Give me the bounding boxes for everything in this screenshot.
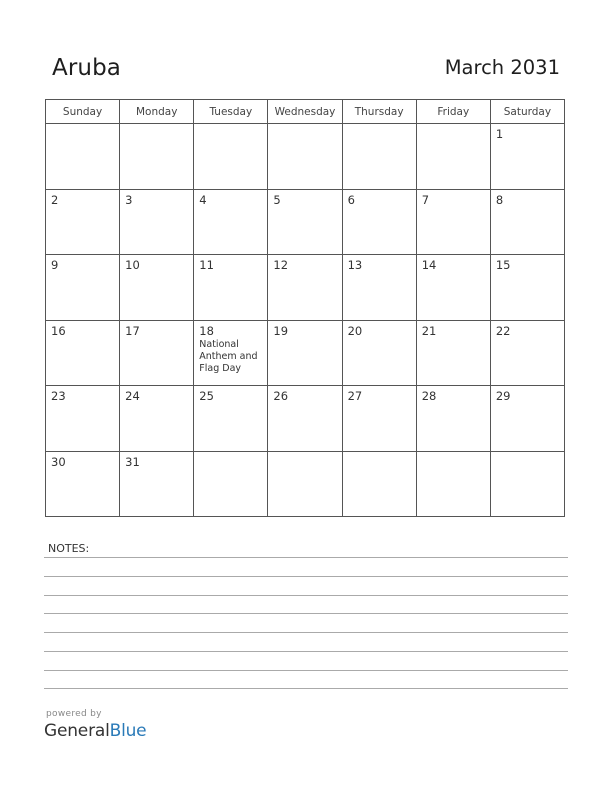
day-number <box>194 452 267 456</box>
day-number: 2 <box>51 192 59 207</box>
day-number: 26 <box>273 389 289 403</box>
day-cell <box>120 451 194 517</box>
day-cell <box>416 451 490 517</box>
weekday-header: Thursday <box>342 100 416 124</box>
powered-by-text: powered by <box>46 709 102 719</box>
day-cell <box>416 124 490 190</box>
day-number: 6 <box>347 192 355 207</box>
note-line <box>44 557 568 558</box>
week-row <box>46 386 565 452</box>
day-number: 22 <box>495 323 511 338</box>
day-cell <box>490 320 564 386</box>
day-number <box>268 452 341 456</box>
day-number <box>268 124 341 128</box>
weekday-header-row <box>46 100 565 124</box>
day-cell <box>120 189 194 255</box>
day-cell <box>194 320 268 386</box>
day-cell <box>490 451 564 517</box>
day-number: 21 <box>421 323 437 338</box>
day-cell <box>194 386 268 452</box>
day-cell <box>416 386 490 452</box>
day-number: 5 <box>273 192 281 207</box>
day-cell <box>194 124 268 190</box>
day-number: 30 <box>51 454 66 469</box>
day-number: 7 <box>421 192 430 207</box>
month-title: March 2031 <box>444 56 560 79</box>
weekday-header: Friday <box>416 100 490 124</box>
day-number <box>417 452 490 456</box>
day-cell <box>490 189 564 255</box>
day-number: 17 <box>125 323 140 338</box>
note-line <box>44 613 568 614</box>
day-number: 15 <box>495 258 511 272</box>
day-number: 4 <box>199 192 207 207</box>
day-number <box>417 124 490 128</box>
day-cell <box>268 124 342 190</box>
day-cell <box>342 451 416 517</box>
day-number: 12 <box>273 258 289 272</box>
day-cell <box>342 386 416 452</box>
day-cell <box>268 451 342 517</box>
day-cell <box>120 255 194 321</box>
weekday-header: Sunday <box>46 100 120 124</box>
calendar-grid <box>45 99 565 517</box>
day-cell <box>46 189 120 255</box>
day-cell <box>194 255 268 321</box>
week-row <box>46 451 565 517</box>
day-number <box>491 452 564 456</box>
note-line <box>44 595 568 596</box>
day-cell <box>46 320 120 386</box>
brand-blue: Blue <box>109 721 147 741</box>
day-cell <box>120 320 194 386</box>
day-number: 18 <box>199 323 214 338</box>
day-cell <box>268 255 342 321</box>
day-number: 16 <box>51 323 66 338</box>
weekday-header: Wednesday <box>268 100 342 124</box>
day-number <box>343 124 416 128</box>
day-number: 1 <box>495 127 504 141</box>
note-line <box>44 632 568 633</box>
weekday-header: Saturday <box>490 100 564 124</box>
note-line <box>44 670 568 671</box>
day-number: 19 <box>273 323 289 338</box>
day-number: 27 <box>347 389 363 403</box>
day-cell <box>490 124 564 190</box>
day-cell <box>342 124 416 190</box>
day-number <box>120 124 193 128</box>
day-cell <box>120 124 194 190</box>
day-cell <box>46 255 120 321</box>
brand-general: General <box>44 721 110 741</box>
day-cell <box>490 386 564 452</box>
day-cell <box>120 386 194 452</box>
day-number: 29 <box>495 389 511 403</box>
week-row <box>46 320 565 386</box>
day-number: 9 <box>51 258 59 272</box>
day-cell <box>194 189 268 255</box>
day-cell <box>416 320 490 386</box>
day-number: 8 <box>495 192 504 207</box>
day-cell <box>342 320 416 386</box>
weekday-header: Tuesday <box>194 100 268 124</box>
day-cell <box>46 451 120 517</box>
day-cell <box>268 320 342 386</box>
day-number: 14 <box>421 258 437 272</box>
day-cell <box>46 386 120 452</box>
day-number: 31 <box>125 454 140 469</box>
day-number: 20 <box>347 323 363 338</box>
day-cell <box>342 255 416 321</box>
brand-logo[interactable] <box>44 721 146 741</box>
day-number: 10 <box>125 258 140 272</box>
weekday-header: Monday <box>120 100 194 124</box>
week-row <box>46 124 565 190</box>
day-number <box>343 452 416 456</box>
day-number: 13 <box>347 258 363 272</box>
day-number: 11 <box>199 258 214 272</box>
day-cell <box>268 189 342 255</box>
day-cell <box>268 386 342 452</box>
day-cell <box>46 124 120 190</box>
country-title: Aruba <box>52 55 121 81</box>
day-number <box>194 124 267 128</box>
day-cell <box>490 255 564 321</box>
day-number: 23 <box>51 389 66 403</box>
day-cell <box>194 451 268 517</box>
note-line <box>44 576 568 577</box>
day-cell <box>416 189 490 255</box>
holiday-label: National Anthem and Flag Day <box>199 338 258 374</box>
note-line <box>44 688 568 689</box>
day-number: 3 <box>125 192 133 207</box>
day-cell <box>342 189 416 255</box>
day-number: 28 <box>421 389 437 403</box>
week-row <box>46 255 565 321</box>
note-line <box>44 651 568 652</box>
day-number: 24 <box>125 389 140 403</box>
day-number <box>46 124 119 128</box>
day-number: 25 <box>199 389 214 403</box>
notes-label: NOTES: <box>48 542 90 555</box>
day-cell <box>416 255 490 321</box>
week-row <box>46 189 565 255</box>
